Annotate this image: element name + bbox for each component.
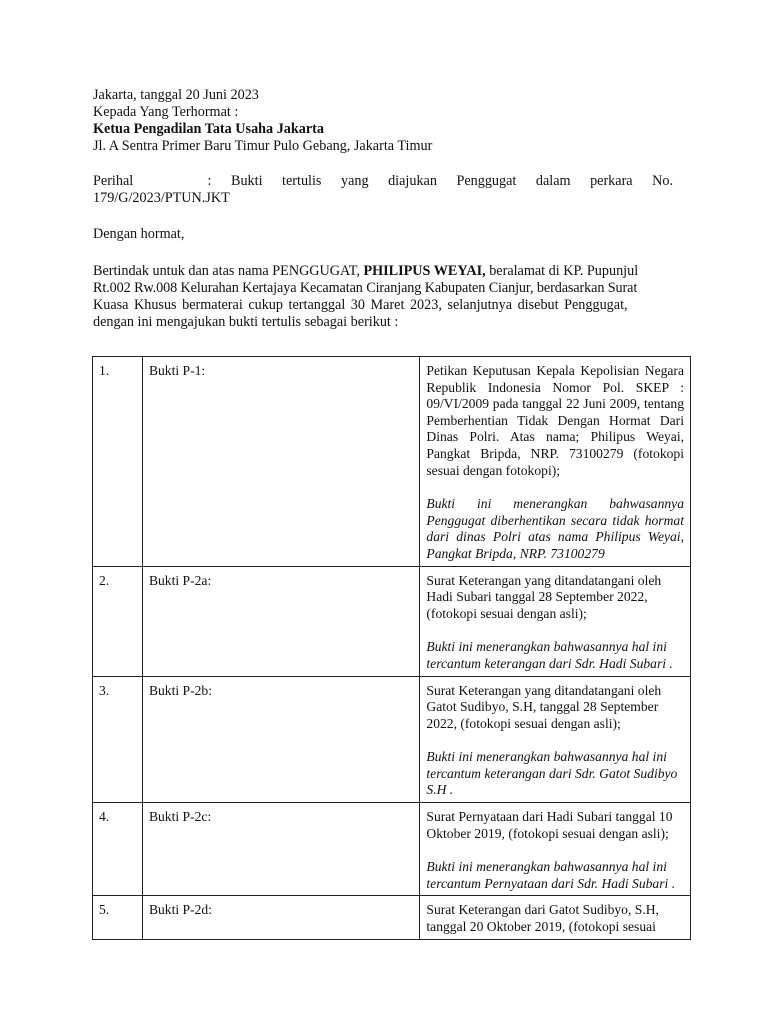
table-row — [93, 676, 691, 803]
evidence-table — [92, 356, 691, 940]
evidence-description: Surat Keterangan yang ditandatangani oleh Hadi Subari tanggal 28 September 2022, (fotokopi sesuai dengan asli); — [426, 572, 662, 621]
subject-word: No. — [652, 173, 673, 189]
table-row — [93, 803, 691, 896]
recipient-address: Jl. A Sentra Primer Baru Timur Pulo Gebang, Jakarta Timur — [93, 138, 433, 154]
subject-line — [93, 173, 673, 190]
evidence-number: 5. — [93, 896, 143, 939]
subject-case-number: 179/G/2023/PTUN.JKT — [93, 190, 230, 206]
table-row — [93, 896, 691, 939]
intro-line-2: Rt.002 Rw.008 Kelurahan Kertajaya Kecamatan Ciranjang Kabupaten Cianjur, berdasarkan Surat — [93, 280, 638, 296]
evidence-number: 3. — [93, 676, 143, 803]
salutation-to: Kepada Yang Terhormat : — [93, 104, 239, 120]
evidence-label: Bukti P-1: — [142, 357, 419, 567]
evidence-description: Surat Pernyataan dari Hadi Subari tanggal 10 Oktober 2019, (fotokopi sesuai dengan asli); — [426, 809, 673, 841]
subject-word: Bukti — [230, 173, 263, 189]
intro-line-3: Kuasa Khusus bermaterai cukup tertanggal 30 Maret 2023, selanjutnya disebut Penggugat, — [93, 297, 628, 313]
evidence-note: Bukti ini menerangkan bahwasannya hal ini tercantum keterangan dari Sdr. Hadi Subari . — [426, 639, 673, 671]
evidence-number: 2. — [93, 566, 143, 676]
evidence-label: Bukti P-2b: — [142, 676, 419, 803]
intro-suffix: beralamat di KP. Pupunjul — [485, 263, 639, 279]
evidence-note: Bukti ini menerangkan bahwasannya Penggugat diberhentikan secara tidak hormat dari dinas Polri atas nama Philipus Weyai, Pangkat Bripda, NRP. 73100279 — [426, 496, 684, 561]
subject-word: Penggugat — [456, 173, 517, 189]
evidence-label: Bukti P-2c: — [142, 803, 419, 896]
subject-word: dalam — [535, 173, 571, 189]
evidence-description-cell — [420, 566, 691, 676]
evidence-label: Bukti P-2d: — [142, 896, 419, 939]
intro-prefix: Bertindak untuk dan atas nama PENGGUGAT, — [93, 263, 364, 279]
subject-word: yang — [340, 173, 369, 189]
evidence-description: Petikan Keputusan Kepala Kepolisian Negara Republik Indonesia Nomor Pol. SKEP : 09/VI/2009 pada tanggal 22 Juni 2009, tentang Pemberhentian Tidak Dengan Hormat Dari Dinas Polri. Atas nama; Philipus Weyai, Pangkat Bripda, NRP. 73100279 (fotokopi sesuai dengan fotokopi); — [426, 363, 684, 478]
evidence-description-cell — [420, 676, 691, 803]
intro-line-1 — [93, 263, 673, 280]
evidence-number: 4. — [93, 803, 143, 896]
evidence-note: Bukti ini menerangkan bahwasannya hal ini tercantum Pernyataan dari Sdr. Hadi Subari . — [426, 859, 676, 891]
table-row — [93, 566, 691, 676]
plaintiff-name: PHILIPUS WEYAI, — [363, 263, 486, 279]
subject-word: tertulis — [282, 173, 322, 189]
evidence-description: Surat Keterangan yang ditandatangani oleh Gatot Sudibyo, S.H, tanggal 28 September 2022, (fotokopi sesuai dengan asli); — [426, 682, 662, 731]
intro-line-4: dengan ini mengajukan bukti tertulis sebagai berikut : — [93, 314, 399, 330]
evidence-label: Bukti P-2a: — [142, 566, 419, 676]
subject-word: diajukan — [388, 173, 437, 189]
letter-body — [93, 87, 673, 331]
subject-label: Perihal — [93, 173, 134, 189]
evidence-note: Bukti ini menerangkan bahwasannya hal ini tercantum keterangan dari Sdr. Gatot Sudibyo S.H . — [426, 749, 678, 798]
evidence-description-cell — [420, 896, 691, 939]
evidence-description: Surat Keterangan dari Gatot Sudibyo, S.H, tanggal 20 Oktober 2019, (fotokopi sesuai — [426, 902, 659, 935]
subject-colon: : — [207, 173, 212, 189]
greeting: Dengan hormat, — [93, 226, 185, 242]
subject-word: perkara — [590, 173, 633, 189]
evidence-description-cell — [420, 357, 691, 567]
table-row — [93, 357, 691, 567]
evidence-description-cell — [420, 803, 691, 896]
recipient: Ketua Pengadilan Tata Usaha Jakarta — [93, 121, 324, 137]
evidence-number: 1. — [93, 357, 143, 567]
place-date: Jakarta, tanggal 20 Juni 2023 — [93, 87, 259, 103]
